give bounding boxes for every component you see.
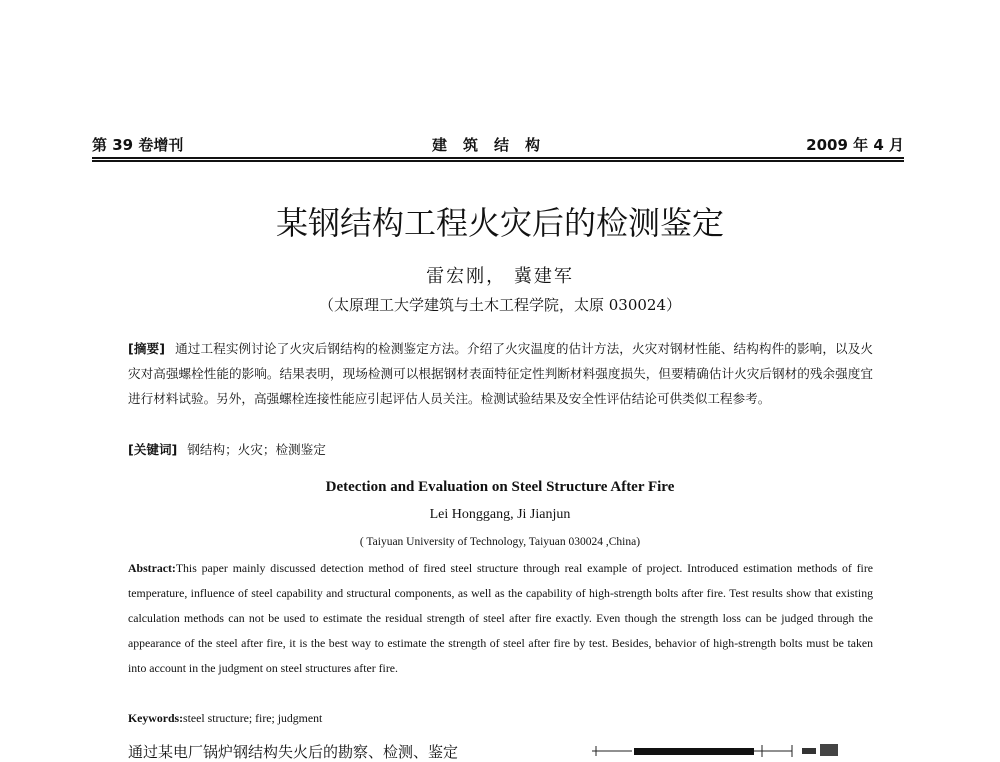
- keywords-cn-label: [关键词]: [128, 442, 178, 457]
- journal-volume: 第 39 卷增刊: [92, 136, 184, 154]
- body-text-start: 通过某电厂锅炉钢结构失火后的勘察、检测、鉴定: [128, 743, 459, 761]
- journal-name: 建筑结构: [432, 136, 557, 154]
- keywords-cn: [128, 437, 873, 462]
- keywords-en-label: Keywords:: [128, 711, 184, 725]
- authors-cn: 雷宏刚， 冀建军: [426, 266, 574, 287]
- header-rule-top: [92, 157, 904, 159]
- abstract-cn-label: [摘要]: [128, 341, 165, 356]
- keywords-cn-text: 钢结构；火灾；检测鉴定: [187, 442, 326, 457]
- abstract-cn: [128, 336, 873, 411]
- authors-en: Lei Honggang, Ji Jianjun: [429, 507, 571, 522]
- affiliation-cn: （太原理工大学建筑与土木工程学院，太原 030024）: [318, 296, 682, 314]
- paper-title-cn: 某钢结构工程火灾后的检测鉴定: [275, 204, 724, 242]
- figure-fragment: [592, 742, 852, 760]
- issue-date: 2009 年 4 月: [806, 136, 904, 154]
- header-rule-bottom: [92, 160, 904, 162]
- keywords-en-text: steel structure; fire; judgment: [183, 711, 323, 725]
- paper-title-en: Detection and Evaluation on Steel Structure After Fire: [325, 479, 675, 495]
- abstract-en: [128, 556, 873, 681]
- abstract-en-label: Abstract:: [128, 561, 176, 575]
- abstract-cn-text: 通过工程实例讨论了火灾后钢结构的检测鉴定方法。介绍了火灾温度的估计方法，火灾对钢材性能、结构构件的影响，以及火灾对高强螺栓性能的影响。结果表明，现场检测可以根据钢材表面特征定性判断材料强度损失，但要精确估计火灾后钢材的残余强度宜进行材料试验。另外，高强螺栓连接性能应引起评估人员关注。检测试验结果及安全性评估结论可供类似工程参考。: [128, 341, 874, 406]
- abstract-en-text: This paper mainly discussed detection method of fired steel structure through real example of project. Introduced estimation methods of fire temperature, influence of steel capability and structural components, as well as the capability of high-strength bolts after fire. Test results show that existing calculation methods can not be used to estimate the residual strength of steel after fire exactly. Even though the strength loss can be judged through the appearance of the steel after fire, it is the best way to estimate the strength of steel after fire by test. Besides, behavior of high-strength bolts must be taken into account in the judgment on steel structures after fire.: [128, 561, 873, 675]
- affiliation-en: ( Taiyuan University of Technology, Taiyuan 030024 ,China): [359, 536, 641, 548]
- running-header: [92, 130, 904, 156]
- keywords-en: [128, 706, 873, 731]
